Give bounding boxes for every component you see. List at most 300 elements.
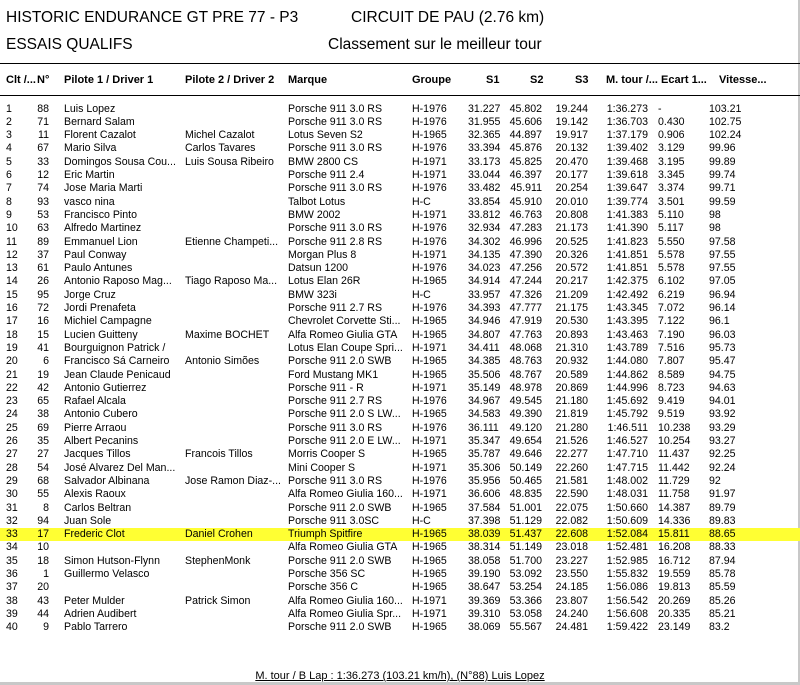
cell-marque: Porsche 911 3.0SC <box>288 514 380 527</box>
cell-ecart: - <box>658 102 662 115</box>
table-row[interactable] <box>0 129 800 142</box>
cell-s2: 48.835 <box>509 488 542 501</box>
cell-marque: Alfa Romeo Giulia GTA <box>288 541 398 554</box>
cell-vitesse: 99.89 <box>709 155 736 168</box>
cell-groupe: H-1971 <box>412 155 447 168</box>
cell-vitesse: 85.26 <box>709 594 736 607</box>
cell-clt: 33 <box>6 528 18 541</box>
cell-s1: 38.314 <box>468 541 501 554</box>
cell-marque: Porsche 911 2.0 SWB <box>288 355 392 368</box>
cell-clt: 18 <box>6 328 18 341</box>
cell-vitesse: 88.65 <box>709 528 736 541</box>
cell-marque: Morgan Plus 8 <box>288 248 357 261</box>
cell-num: 63 <box>37 222 49 235</box>
table-row[interactable] <box>0 142 800 155</box>
cell-s2: 47.244 <box>509 275 542 288</box>
cell-clt: 5 <box>6 155 12 168</box>
cell-vitesse: 97.05 <box>709 275 736 288</box>
cell-groupe: H-1965 <box>412 448 447 461</box>
table-row[interactable] <box>0 555 800 568</box>
cell-s1: 38.069 <box>468 621 501 634</box>
cell-mtour: 1:50.609 <box>606 514 648 527</box>
cell-num: 15 <box>37 328 49 341</box>
cell-p2: Daniel Crohen <box>185 528 253 541</box>
cell-groupe: H-1965 <box>412 275 447 288</box>
cell-s3: 20.808 <box>555 208 588 221</box>
table-row[interactable] <box>0 169 800 182</box>
cell-s2: 55.567 <box>509 621 542 634</box>
cell-groupe: H-1965 <box>412 568 447 580</box>
cell-marque: Alfa Romeo Giulia Spr... <box>288 607 402 620</box>
cell-num: 8 <box>43 501 49 514</box>
cell-p1: Domingos Sousa Cou... <box>64 155 176 168</box>
cell-vitesse: 96.14 <box>709 302 736 314</box>
cell-groupe: H-C <box>412 514 431 527</box>
cell-vitesse: 93.27 <box>709 435 736 447</box>
cell-ecart: 3.501 <box>658 195 685 208</box>
cell-vitesse: 94.63 <box>709 381 736 394</box>
table-row[interactable] <box>0 448 800 461</box>
table-row[interactable] <box>0 515 800 528</box>
cell-s3: 20.932 <box>555 355 588 368</box>
table-row[interactable] <box>0 342 800 355</box>
cell-vitesse: 88.33 <box>709 541 736 554</box>
cell-vitesse: 83.2 <box>709 621 730 634</box>
cell-ecart: 0.430 <box>658 115 685 128</box>
cell-s3: 19.142 <box>555 115 588 128</box>
cell-marque: Porsche 911 2.0 SWB <box>288 554 392 567</box>
cell-ecart: 5.578 <box>658 262 685 275</box>
cell-mtour: 1:39.468 <box>606 155 648 168</box>
cell-s3: 21.526 <box>555 435 588 447</box>
cell-marque: Chevrolet Corvette Sti... <box>288 315 401 328</box>
cell-s3: 23.018 <box>555 541 588 554</box>
cell-s2: 48.767 <box>509 368 542 381</box>
table-row[interactable] <box>0 355 800 368</box>
cell-s1: 32.934 <box>468 222 501 235</box>
table-row[interactable] <box>0 369 800 382</box>
cell-p1: Jacques Tillos <box>64 448 131 461</box>
cell-vitesse: 89.83 <box>709 514 736 527</box>
cell-s1: 33.812 <box>468 208 501 221</box>
cell-ecart: 7.516 <box>658 341 685 354</box>
cell-s1: 35.149 <box>468 381 501 394</box>
cell-clt: 1 <box>6 102 12 115</box>
cell-mtour: 1:44.080 <box>606 355 648 368</box>
cell-mtour: 1:44.862 <box>606 368 648 381</box>
cell-mtour: 1:43.789 <box>606 341 648 354</box>
table-row[interactable] <box>0 236 800 249</box>
cell-vitesse: 92.25 <box>709 448 736 461</box>
table-row[interactable] <box>0 116 800 129</box>
cell-p1: Guillermo Velasco <box>64 568 150 580</box>
cell-s1: 38.647 <box>468 581 501 594</box>
table-row[interactable] <box>0 475 800 488</box>
cell-marque: Porsche 356 C <box>288 581 359 594</box>
cell-groupe: H-1965 <box>412 355 447 368</box>
cell-ecart: 5.117 <box>658 222 684 235</box>
table-row[interactable] <box>0 568 800 581</box>
col-header-vitesse[interactable]: Vitesse... <box>719 74 767 86</box>
cell-ecart: 9.419 <box>658 395 685 408</box>
cell-ecart: 19.559 <box>658 568 691 580</box>
cell-s1: 34.967 <box>468 395 501 408</box>
table-row[interactable] <box>0 621 800 634</box>
cell-groupe: H-1971 <box>412 341 447 354</box>
cell-p2: Carlos Tavares <box>185 142 256 155</box>
cell-s3: 20.572 <box>555 262 588 275</box>
col-header-s1[interactable]: S1 <box>486 74 500 86</box>
table-row[interactable] <box>0 502 800 515</box>
cell-num: 19 <box>37 368 49 381</box>
table-row[interactable] <box>0 395 800 408</box>
cell-marque: Porsche 911 2.8 RS <box>288 235 383 248</box>
cell-p2: Etienne Champeti... <box>185 235 279 248</box>
col-header-s2[interactable]: S2 <box>530 74 544 86</box>
table-row[interactable] <box>0 209 800 222</box>
col-header-pilote2[interactable]: Pilote 2 / Driver 2 <box>185 74 275 86</box>
cell-s3: 22.590 <box>555 488 588 501</box>
cell-ecart: 9.519 <box>658 408 685 421</box>
cell-p1: Rafael Alcala <box>64 395 126 408</box>
cell-s3: 20.217 <box>555 275 588 288</box>
cell-marque: Lotus Elan 26R <box>288 275 361 288</box>
cell-s1: 38.058 <box>468 554 501 567</box>
cell-ecart: 7.807 <box>658 355 685 368</box>
cell-p1: Bernard Salam <box>64 115 135 128</box>
cell-vitesse: 89.79 <box>709 501 736 514</box>
cell-num: 26 <box>37 275 49 288</box>
cell-vitesse: 99.71 <box>709 182 736 195</box>
cell-num: 18 <box>37 554 49 567</box>
cell-marque: Lotus Elan Coupe Spri... <box>288 341 403 354</box>
cell-mtour: 1:55.832 <box>606 568 648 580</box>
cell-ecart: 10.238 <box>658 421 691 434</box>
cell-s2: 47.326 <box>509 288 542 301</box>
cell-s1: 36.606 <box>468 488 501 501</box>
table-row[interactable] <box>0 488 800 501</box>
cell-groupe: H-1965 <box>412 541 447 554</box>
cell-s2: 49.646 <box>509 448 542 461</box>
cell-s3: 20.869 <box>555 381 588 394</box>
cell-s2: 53.366 <box>509 594 542 607</box>
cell-s3: 22.082 <box>555 514 588 527</box>
cell-clt: 30 <box>6 488 18 501</box>
cell-groupe: H-1976 <box>412 142 447 155</box>
cell-vitesse: 96.94 <box>709 288 736 301</box>
cell-s2: 46.397 <box>509 169 542 181</box>
cell-s1: 35.956 <box>468 474 501 487</box>
cell-marque: Porsche 911 2.0 E LW... <box>288 435 401 447</box>
cell-num: 20 <box>37 581 49 594</box>
cell-marque: Porsche 911 3.0 RS <box>288 474 383 487</box>
cell-clt: 17 <box>6 315 18 328</box>
col-header-mtour[interactable]: M. tour /... <box>606 74 658 86</box>
cell-s2: 48.978 <box>509 381 542 394</box>
cell-mtour: 1:59.422 <box>606 621 648 634</box>
cell-clt: 21 <box>6 368 18 381</box>
cell-ecart: 7.190 <box>658 328 685 341</box>
cell-clt: 9 <box>6 208 12 221</box>
cell-s3: 20.132 <box>555 142 588 155</box>
cell-num: 27 <box>37 448 49 461</box>
cell-mtour: 1:56.542 <box>606 594 648 607</box>
cell-clt: 23 <box>6 395 18 408</box>
cell-s3: 21.175 <box>555 302 588 314</box>
cell-s2: 48.763 <box>509 355 542 368</box>
cell-s1: 32.365 <box>468 129 501 142</box>
cell-ecart: 3.345 <box>658 169 685 181</box>
cell-marque: Porsche 911 2.7 RS <box>288 395 383 408</box>
cell-s1: 34.393 <box>468 302 501 314</box>
cell-s2: 51.129 <box>509 514 542 527</box>
cell-vitesse: 93.92 <box>709 408 736 421</box>
table-row[interactable] <box>0 462 800 475</box>
cell-ecart: 3.195 <box>658 155 685 168</box>
table-row[interactable] <box>0 581 800 594</box>
cell-ecart: 23.149 <box>658 621 691 634</box>
cell-ecart: 7.072 <box>658 302 685 314</box>
cell-s2: 45.825 <box>509 155 542 168</box>
cell-num: 88 <box>37 102 49 115</box>
cell-p1: Antonio Raposo Mag... <box>64 275 172 288</box>
cell-vitesse: 98 <box>709 222 721 235</box>
cell-p1: Albert Pecanins <box>64 435 139 447</box>
cell-s3: 21.819 <box>555 408 588 421</box>
cell-num: 93 <box>37 195 49 208</box>
cell-marque: Porsche 911 2.0 SWB <box>288 621 392 634</box>
cell-mtour: 1:50.660 <box>606 501 648 514</box>
cell-s1: 33.957 <box>468 288 501 301</box>
cell-num: 55 <box>37 488 49 501</box>
cell-clt: 35 <box>6 554 18 567</box>
cell-s2: 48.068 <box>509 341 542 354</box>
cell-vitesse: 96.1 <box>709 315 730 328</box>
cell-num: 37 <box>37 248 49 261</box>
cell-marque: Alfa Romeo Giulia 160... <box>288 488 403 501</box>
cell-s2: 51.437 <box>509 528 542 541</box>
table-row[interactable] <box>0 435 800 448</box>
table-row[interactable] <box>0 408 800 421</box>
cell-p1: vasco nina <box>64 195 115 208</box>
cell-mtour: 1:43.395 <box>606 315 648 328</box>
cell-s1: 37.398 <box>468 514 501 527</box>
header-divider-top <box>0 63 800 64</box>
cell-mtour: 1:39.774 <box>606 195 648 208</box>
cell-num: 69 <box>37 421 49 434</box>
header-divider-bottom <box>0 95 800 96</box>
cell-vitesse: 98 <box>709 208 721 221</box>
cell-s2: 53.092 <box>509 568 542 580</box>
cell-num: 71 <box>37 115 49 128</box>
table-row[interactable] <box>0 608 800 621</box>
cell-p1: Peter Mulder <box>64 594 125 607</box>
cell-marque: BMW 2800 CS <box>288 155 359 168</box>
cell-num: 41 <box>37 341 49 354</box>
cell-s2: 44.897 <box>509 129 542 142</box>
cell-p2: Antonio Simões <box>185 355 260 368</box>
cell-p2: Tiago Raposo Ma... <box>185 275 278 288</box>
cell-groupe: H-1971 <box>412 488 447 501</box>
cell-num: 12 <box>37 169 49 181</box>
cell-p2: Maxime BOCHET <box>185 328 270 341</box>
cell-vitesse: 85.78 <box>709 568 736 580</box>
table-row[interactable] <box>0 182 800 195</box>
cell-s1: 33.854 <box>468 195 501 208</box>
cell-s2: 47.777 <box>509 302 542 314</box>
table-row[interactable] <box>0 262 800 275</box>
cell-mtour: 1:45.692 <box>606 395 648 408</box>
cell-s2: 51.001 <box>509 501 542 514</box>
cell-groupe: H-1976 <box>412 395 447 408</box>
cell-s2: 47.256 <box>509 262 542 275</box>
cell-s1: 34.914 <box>468 275 501 288</box>
cell-ecart: 20.269 <box>658 594 691 607</box>
cell-clt: 20 <box>6 355 18 368</box>
cell-s3: 22.075 <box>555 501 588 514</box>
table-row-highlighted[interactable] <box>0 528 800 541</box>
cell-s1: 34.023 <box>468 262 501 275</box>
cell-s2: 46.996 <box>509 235 542 248</box>
cell-clt: 38 <box>6 594 18 607</box>
cell-ecart: 11.758 <box>658 488 690 501</box>
col-header-num[interactable]: N° <box>37 74 50 86</box>
col-header-pilote1[interactable]: Pilote 1 / Driver 1 <box>64 74 154 86</box>
cell-s1: 33.173 <box>468 155 501 168</box>
cell-groupe: H-1976 <box>412 474 447 487</box>
cell-clt: 31 <box>6 501 18 514</box>
cell-clt: 34 <box>6 541 18 554</box>
cell-num: 42 <box>37 381 49 394</box>
cell-s3: 21.310 <box>555 341 588 354</box>
col-header-ecart[interactable]: Ecart 1... <box>661 74 707 86</box>
cell-ecart: 15.811 <box>658 528 690 541</box>
cell-groupe: H-1965 <box>412 554 447 567</box>
cell-s1: 39.369 <box>468 594 501 607</box>
cell-ecart: 0.906 <box>658 129 685 142</box>
cell-p2: Francois Tillos <box>185 448 253 461</box>
cell-marque: Talbot Lotus <box>288 195 346 208</box>
cell-s2: 49.545 <box>509 395 542 408</box>
cell-mtour: 1:47.710 <box>606 448 648 461</box>
cell-ecart: 5.578 <box>658 248 685 261</box>
table-row[interactable] <box>0 382 800 395</box>
cell-groupe: H-1976 <box>412 421 447 434</box>
col-header-clt[interactable]: Clt /... <box>6 74 36 86</box>
cell-p1: José Alvarez Del Man... <box>64 461 176 474</box>
cell-clt: 3 <box>6 129 12 142</box>
table-row[interactable] <box>0 275 800 288</box>
cell-marque: Porsche 911 2.4 <box>288 169 365 181</box>
table-row[interactable] <box>0 329 800 342</box>
col-header-s3[interactable]: S3 <box>575 74 589 86</box>
cell-p1: Florent Cazalot <box>64 129 136 142</box>
cell-s2: 46.763 <box>509 208 542 221</box>
cell-s1: 34.135 <box>468 248 501 261</box>
cell-mtour: 1:48.031 <box>606 488 648 501</box>
cell-s2: 47.283 <box>509 222 542 235</box>
cell-groupe: H-1965 <box>412 621 447 634</box>
cell-marque: Porsche 911 3.0 RS <box>288 115 383 128</box>
cell-p1: Luis Lopez <box>64 102 116 115</box>
cell-s3: 20.010 <box>555 195 588 208</box>
cell-s1: 31.227 <box>468 102 501 115</box>
cell-num: 65 <box>37 395 49 408</box>
cell-s1: 31.955 <box>468 115 501 128</box>
cell-clt: 16 <box>6 302 18 314</box>
cell-mtour: 1:56.608 <box>606 607 648 620</box>
cell-clt: 13 <box>6 262 18 275</box>
table-row[interactable] <box>0 196 800 209</box>
event-title: HISTORIC ENDURANCE GT PRE 77 - P3 <box>6 9 299 26</box>
cell-groupe: H-1965 <box>412 581 447 594</box>
cell-ecart: 11.729 <box>658 474 690 487</box>
cell-marque: Mini Cooper S <box>288 461 356 474</box>
cell-p1: Simon Hutson-Flynn <box>64 554 160 567</box>
cell-mtour: 1:44.996 <box>606 381 648 394</box>
cell-p1: Lucien Guitteny <box>64 328 138 341</box>
cell-num: 74 <box>37 182 49 195</box>
cell-groupe: H-1971 <box>412 381 447 394</box>
circuit-title: CIRCUIT DE PAU (2.76 km) <box>351 9 545 26</box>
col-header-marque[interactable]: Marque <box>288 74 328 86</box>
cell-s2: 50.465 <box>509 474 542 487</box>
cell-vitesse: 95.47 <box>709 355 736 368</box>
cell-clt: 12 <box>6 248 18 261</box>
col-header-groupe[interactable]: Groupe <box>412 74 452 86</box>
table-row[interactable] <box>0 156 800 169</box>
table-row[interactable] <box>0 222 800 235</box>
cell-ecart: 6.219 <box>658 288 685 301</box>
cell-p1: Antonio Cubero <box>64 408 138 421</box>
cell-s1: 35.306 <box>468 461 501 474</box>
cell-s3: 20.589 <box>555 368 588 381</box>
cell-ecart: 10.254 <box>658 435 691 447</box>
cell-mtour: 1:37.179 <box>606 129 648 142</box>
table-row[interactable] <box>0 249 800 262</box>
cell-num: 89 <box>37 235 49 248</box>
cell-num: 72 <box>37 302 49 314</box>
cell-s3: 21.180 <box>555 395 588 408</box>
cell-clt: 14 <box>6 275 18 288</box>
cell-ecart: 6.102 <box>658 275 685 288</box>
cell-s3: 20.326 <box>555 248 588 261</box>
cell-ecart: 14.387 <box>658 501 691 514</box>
cell-p1: Paul Conway <box>64 248 127 261</box>
cell-num: 16 <box>37 315 49 328</box>
cell-ecart: 11.442 <box>658 461 690 474</box>
cell-p1: Salvador Albinana <box>64 474 150 487</box>
table-row[interactable] <box>0 289 800 302</box>
table-row[interactable] <box>0 302 800 315</box>
cell-vitesse: 93.29 <box>709 421 736 434</box>
cell-s1: 33.044 <box>468 169 501 181</box>
cell-groupe: H-1971 <box>412 607 447 620</box>
cell-s2: 49.120 <box>509 421 542 434</box>
table-row[interactable] <box>0 595 800 608</box>
cell-s2: 50.149 <box>509 461 542 474</box>
cell-p1: Eric Martin <box>64 169 115 181</box>
table-row[interactable] <box>0 422 800 435</box>
table-row[interactable] <box>0 541 800 554</box>
cell-mtour: 1:43.463 <box>606 328 648 341</box>
table-row[interactable] <box>0 103 800 116</box>
table-row[interactable] <box>0 315 800 328</box>
cell-mtour: 1:36.273 <box>606 102 648 115</box>
cell-mtour: 1:52.985 <box>606 554 648 567</box>
cell-s1: 39.190 <box>468 568 501 580</box>
cell-p1: Emmanuel Lion <box>64 235 138 248</box>
